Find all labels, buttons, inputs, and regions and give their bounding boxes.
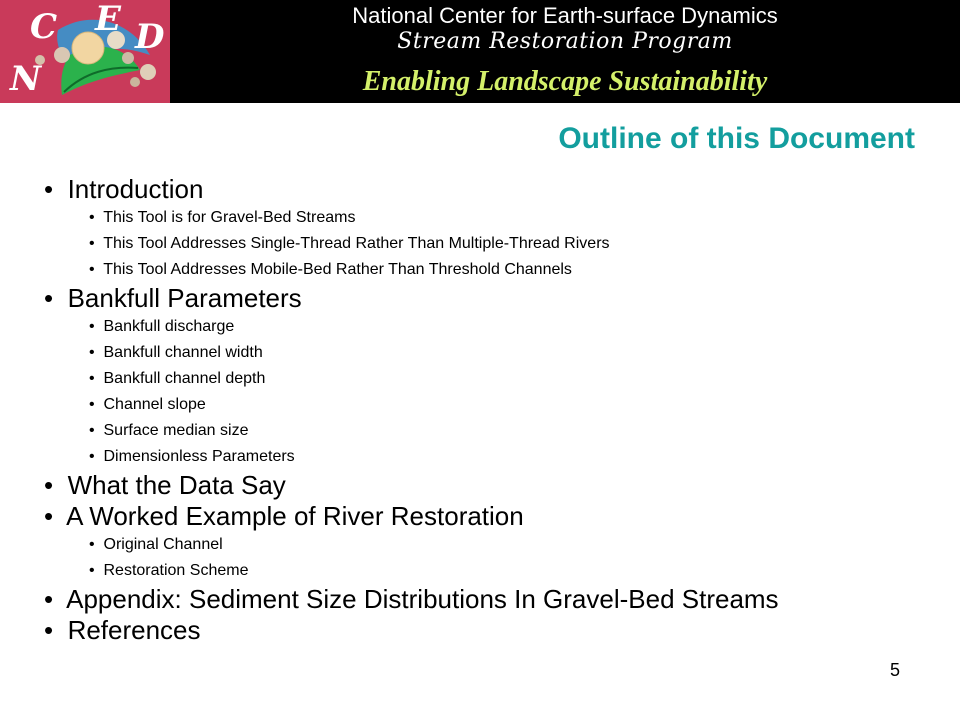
subitem-label: Bankfull discharge — [103, 318, 235, 335]
outline-subitem — [44, 340, 949, 366]
outline-subitem — [44, 314, 949, 340]
subitem-label: Bankfull channel width — [103, 344, 263, 361]
bullet-icon: • — [89, 422, 100, 439]
section-label: Appendix: Sediment Size Distributions In Gravel-Bed Streams — [66, 584, 779, 614]
bullet-icon: • — [89, 448, 100, 465]
outline-subitem — [44, 366, 949, 392]
outline-section — [44, 174, 949, 205]
outline-subitem — [44, 231, 949, 257]
subitem-label: Dimensionless Parameters — [103, 448, 295, 465]
logo-letter-d: D — [135, 17, 165, 57]
bullet-icon: • — [44, 501, 61, 531]
program-name: Stream Restoration Program — [397, 29, 733, 54]
logo-letter-n: N — [10, 59, 42, 99]
outline-section — [44, 501, 949, 532]
bullet-icon: • — [89, 396, 100, 413]
section-label: A Worked Example of River Restoration — [66, 501, 524, 531]
section-label: What the Data Say — [67, 470, 286, 500]
subitem-label: Bankfull channel depth — [103, 370, 266, 387]
bullet-icon: • — [44, 584, 61, 614]
section-label: Bankfull Parameters — [67, 283, 302, 313]
nced-logo — [0, 0, 170, 103]
bullet-icon: • — [89, 318, 100, 335]
outline-subitem — [44, 392, 949, 418]
outline-subitem — [44, 444, 949, 470]
bullet-icon: • — [44, 615, 61, 645]
bullet-icon: • — [44, 174, 61, 204]
bullet-icon: • — [89, 209, 100, 226]
subitem-label: This Tool is for Gravel-Bed Streams — [103, 209, 356, 226]
subitem-label: Restoration Scheme — [103, 562, 249, 579]
header-banner — [0, 0, 960, 103]
logo-letter-c: C — [30, 7, 58, 47]
outline-section — [44, 283, 949, 314]
bullet-icon: • — [89, 344, 100, 361]
section-label: Introduction — [67, 174, 204, 204]
subitem-label: This Tool Addresses Single-Thread Rather Than Multiple-Thread Rivers — [103, 235, 610, 252]
outline-subitem — [44, 205, 949, 231]
outline-subitem — [44, 532, 949, 558]
bullet-icon: • — [89, 370, 100, 387]
tagline: Enabling Landscape Sustainability — [362, 66, 768, 97]
outline-section — [44, 584, 949, 615]
outline-subitem — [44, 257, 949, 283]
subitem-label: Surface median size — [103, 422, 249, 439]
bullet-icon: • — [44, 283, 61, 313]
section-label: References — [67, 615, 201, 645]
outline-subitem — [44, 418, 949, 444]
logo-letter-e: E — [95, 0, 121, 39]
bullet-icon: • — [89, 235, 100, 252]
subitem-label: Original Channel — [103, 536, 223, 553]
bullet-icon: • — [89, 562, 100, 579]
outline-subitem — [44, 558, 949, 584]
outline-section — [44, 470, 949, 501]
bullet-icon: • — [89, 261, 100, 278]
bullet-icon: • — [89, 536, 100, 553]
outline-list — [44, 174, 949, 646]
outline-section — [44, 615, 949, 646]
subitem-label: Channel slope — [103, 396, 206, 413]
page-number: 5 — [889, 660, 900, 680]
document-title: Outline of this Document — [558, 122, 915, 155]
subitem-label: This Tool Addresses Mobile-Bed Rather Than Threshold Channels — [103, 261, 572, 278]
organization-name: National Center for Earth-surface Dynamics — [352, 3, 778, 28]
bullet-icon: • — [44, 470, 61, 500]
